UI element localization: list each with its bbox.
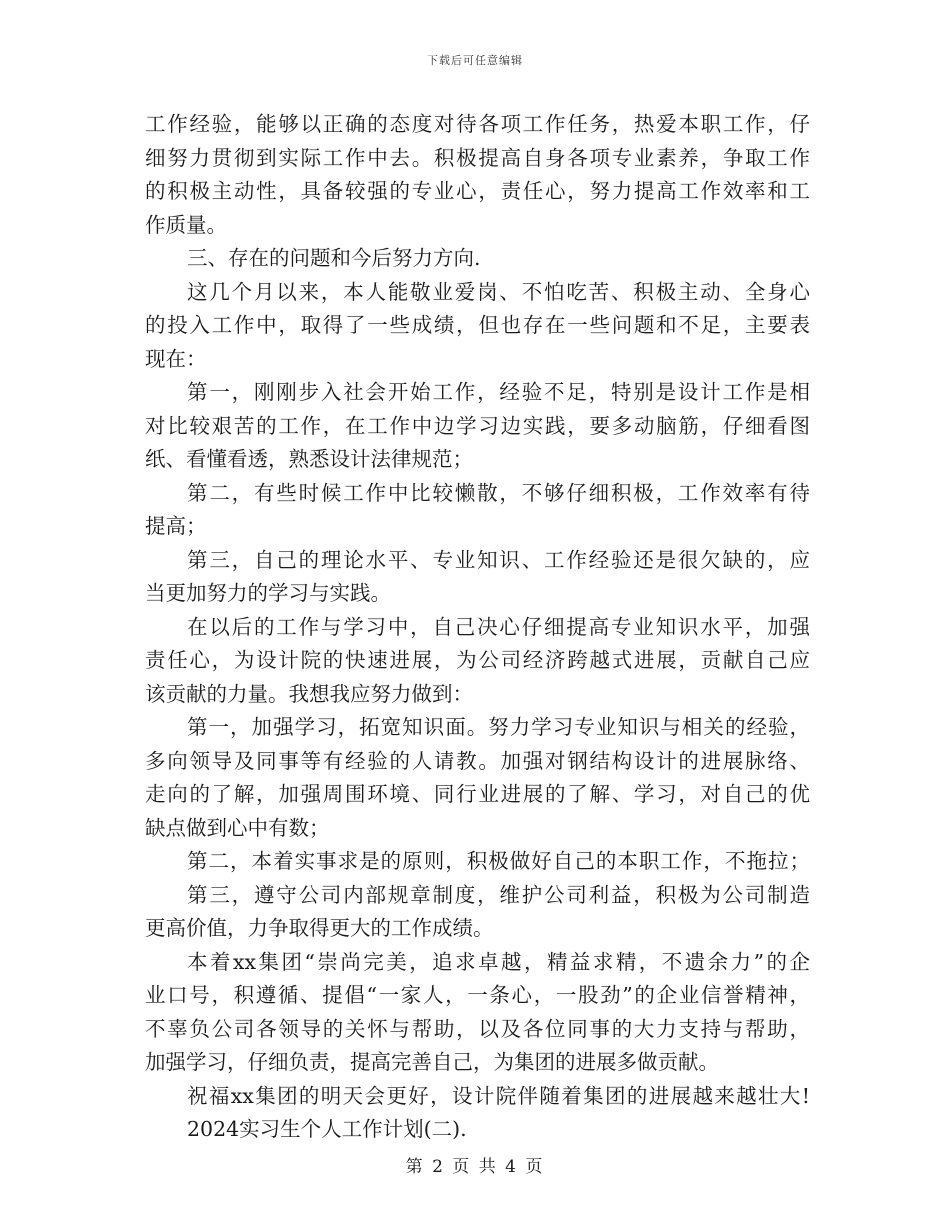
text-line: 这几个月以来，本人能敬业爱岗、不怕吃苦、积极主动、全身心 [187, 279, 810, 304]
section-heading: 三、存在的问题和今后努力方向. [187, 246, 481, 270]
text-line: 当更加努力的学习与实践。 [145, 581, 391, 605]
text-line: 不辜负公司各领导的关怀与帮助，以及各位同事的大力支持与帮助， [145, 1016, 810, 1041]
text-line: 现在： [145, 346, 207, 371]
text-line: 走向的了解，加强周围环境、同行业进展的了解、学习，对自己的优 [145, 782, 810, 806]
section-heading: 2024实习生个人工作计划(二). [187, 1117, 467, 1141]
document-body [145, 108, 810, 1147]
text-line: 细努力贯彻到实际工作中去。积极提高自身各项专业素养，争取工作 [145, 145, 810, 170]
text-line: 加强学习，仔细负责，提高完善自己，为集团的进展多做贡献。 [145, 1050, 719, 1074]
text-line: 工作经验，能够以正确的态度对待各项工作任务，热爱本职工作，仔 [145, 112, 810, 136]
text-line: 责任心，为设计院的快速进展，为公司经济跨越式进展，贡献自己应 [145, 648, 810, 672]
text-line: 的积极主动性，具备较强的专业心，责任心，努力提高工作效率和工 [145, 179, 810, 203]
text-line: 第一，加强学习，拓宽知识面。努力学习专业知识与相关的经验， [187, 715, 810, 739]
text-line: 纸、看懂看透，熟悉设计法律规范； [145, 447, 473, 471]
page-number-footer: 第 2 页 共 4 页 [405, 1157, 545, 1177]
text-line: 本着xx集团“崇尚完美，追求卓越，精益求精，不遗余力”的企 [187, 949, 810, 974]
text-line: 缺点做到心中有数； [145, 815, 330, 840]
text-line: 提高； [145, 514, 207, 538]
text-line: 第一，刚刚步入社会开始工作，经验不足，特别是设计工作是相 [187, 380, 810, 404]
text-line: 第三，自己的理论水平、专业知识、工作经验还是很欠缺的，应 [187, 547, 810, 572]
text-line: 作质量。 [145, 212, 227, 237]
text-line: 的投入工作中，取得了一些成绩，但也存在一些问题和不足，主要表 [145, 313, 810, 337]
text-line: 业口号，积遵循、提倡“一家人，一条心，一股劲”的企业信誉精神， [145, 983, 810, 1007]
text-line: 该贡献的力量。我想我应努力做到： [145, 681, 473, 706]
text-line: 第三，遵守公司内部规章制度，维护公司利益，积极为公司制造 [187, 882, 810, 907]
text-line: 第二，有些时候工作中比较懒散，不够仔细积极，工作效率有待 [187, 480, 810, 505]
text-line: 祝福xx集团的明天会更好，设计院伴随着集团的进展越来越壮大! [187, 1083, 810, 1108]
text-line: 更高价值，力争取得更大的工作成绩。 [145, 916, 494, 940]
text-line: 对比较艰苦的工作，在工作中边学习边实践，要多动脑筋，仔细看图 [145, 413, 810, 438]
text-line: 多向领导及同事等有经验的人请教。加强对钢结构设计的进展脉络、 [145, 748, 810, 773]
text-line: 第二，本着实事求是的原则，积极做好自己的本职工作，不拖拉； [187, 849, 810, 873]
text-line: 在以后的工作与学习中，自己决心仔细提高专业知识水平，加强 [187, 614, 810, 639]
page-header-note: 下载后可任意编辑 [427, 54, 523, 67]
